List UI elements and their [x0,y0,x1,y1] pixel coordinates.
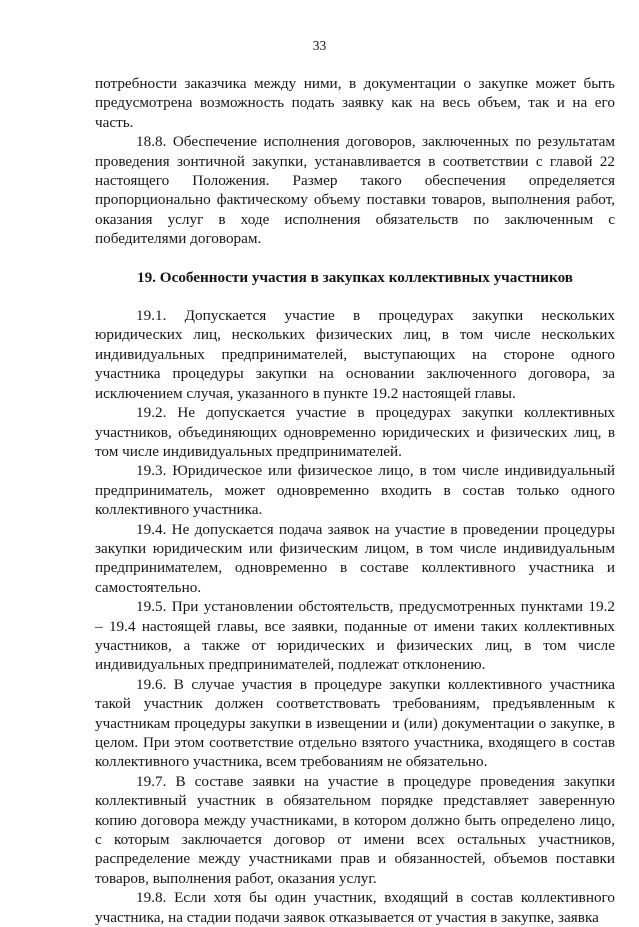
paragraph-19-7: 19.7. В составе заявки на участие в процедуре проведения закупки коллективный участник в обязательном порядке представляет заверенную копию договора между участниками, в котором должно быть определено лицо, с которым заключается договор от имени всех остальных участников, распределение между участниками прав и обязанностей, объемов поставки товаров, выполнения работ, оказания услуг. [95,772,615,887]
paragraph-19-5: 19.5. При установлении обстоятельств, предусмотренных пунктами 19.2 – 19.4 настоящей главы, все заявки, поданные от имени таких коллективных участников, а также от юридических и физических лиц, в том числе индивидуальных предпринимателей, подлежат отклонению. [95,598,615,674]
paragraph-19-2: 19.2. Не допускается участие в процедурах закупки коллективных участников, объединяющих одновременно юридических и физических лиц, в том числе индивидуальных предпринимателей. [95,404,615,460]
section-heading: 19. Особенности участия в закупках коллективных участников [136,268,574,286]
paragraph-19-8: 19.8. Если хотя бы один участник, входящий в состав коллективного участника, на стадии подачи заявок отказывается от участия в закупке, заявка [95,889,615,926]
paragraph-19-4: 19.4. Не допускается подача заявок на участие в проведении процедуры закупки юридическим или физическим лицом, в том числе индивидуальным предпринимателем, одновременно в составе коллективного участника и самостоятельно. [95,520,615,596]
paragraph-19-1: 19.1. Допускается участие в процедурах закупки нескольких юридических лиц, нескольких физических лиц, в том числе нескольких индивидуальных предпринимателей, выступающих на стороне одного участника процедуры закупки на основании заключенного договора, за исключением случая, указанного в пункте 19.2 настоящей главы. [95,307,615,402]
paragraph-19-3: 19.3. Юридическое или физическое лицо, в том числе индивидуальный предприниматель, может одновременно входить в состав только одного коллективного участника. [95,462,615,519]
paragraph-18-8: 18.8. Обеспечение исполнения договоров, заключенных по результатам проведения зонтичной закупки, устанавливается в соответствии с главой 22 настоящего Положения. Размер такого обеспечения определяется пропорционально фактическому объему поставки товаров, выполнения работ, оказания услуг в ходе исполнения обязательств по заключенным с победителями договорам. [95,133,615,248]
paragraph-continuation: потребности заказчика между ними, в документации о закупке может быть предусмотрена возможность подать заявку как на весь объем, так и на его часть. [95,75,615,131]
document-body [95,74,615,927]
page-number: 33 [312,38,327,53]
paragraph-19-6: 19.6. В случае участия в процедуре закупки коллективного участника такой участник должен соответствовать требованиям, предъявленным к участникам процедуры закупки в извещении и (или) документации о закупке, в целом. При этом соответствие отдельно взятого участника, входящего в состав коллективного участника, всем требованиям не обязательно. [95,675,615,771]
